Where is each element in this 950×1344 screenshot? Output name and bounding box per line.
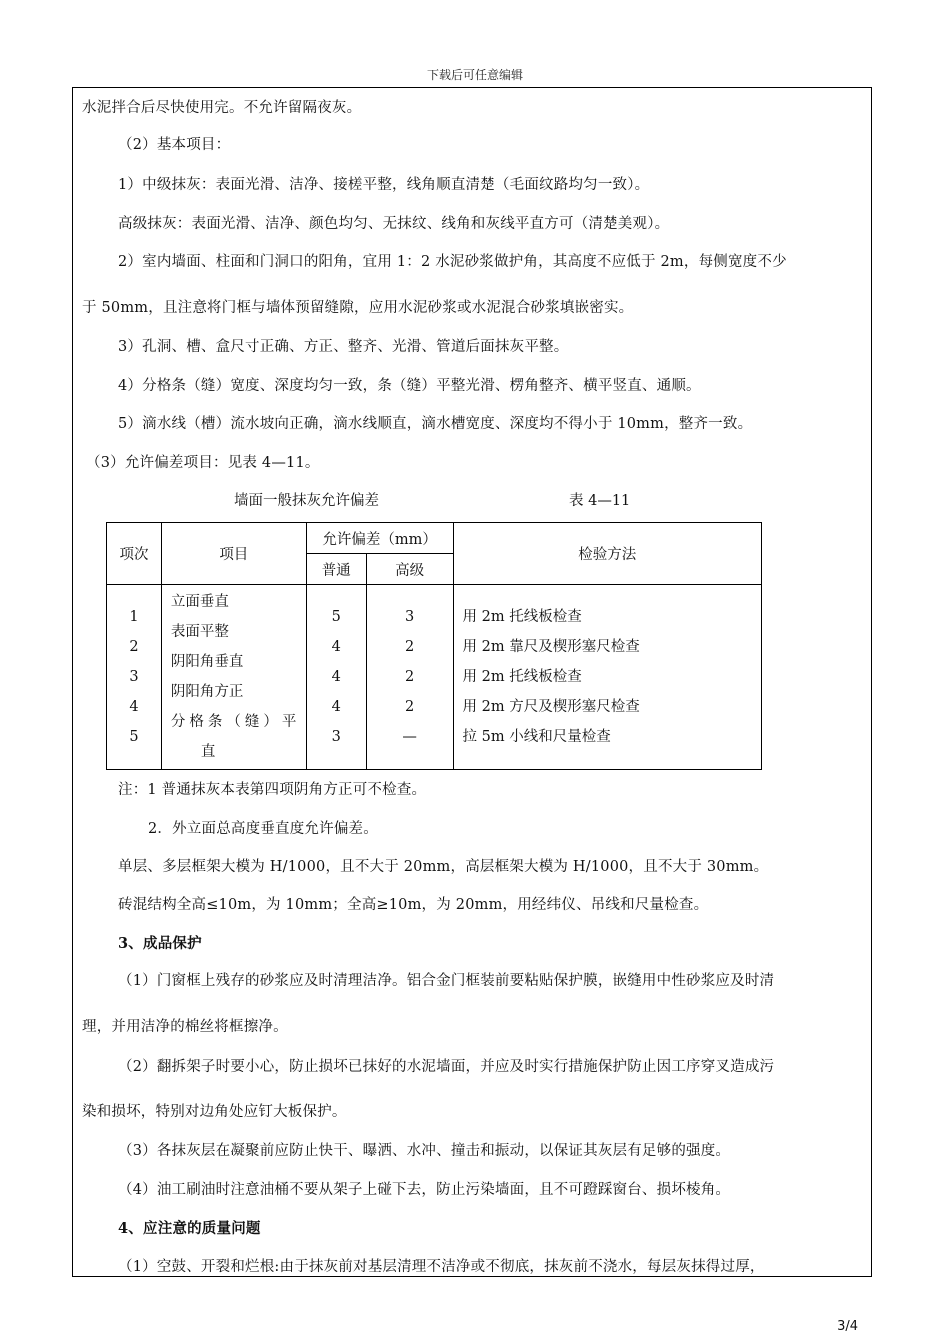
tolerance-table [106, 522, 762, 770]
text-line: 5）滴水线（槽）流水坡向正确，滴水线顺直，滴水槽宽度、深度均不得小于 10mm，整齐一致。 [118, 416, 753, 432]
cell-normal: 4 [331, 669, 341, 685]
cell-item: 表面平整 [170, 624, 229, 640]
header-index: 项次 [107, 523, 162, 585]
cell-item: 立面垂直 [170, 594, 229, 610]
cell-advanced: 3 [404, 609, 415, 625]
text-line: 3）孔洞、槽、盒尺寸正确、方正、整齐、光滑、管道后面抹灰平整。 [118, 339, 569, 355]
cell-normal: 4 [331, 639, 341, 655]
cell-method: 用 2m 托线板检查 [462, 609, 582, 625]
cell-item: 阴阳角方正 [170, 684, 244, 700]
cell-item: 分格条（缝）平 [170, 714, 301, 730]
text-line: （4）油工刷油时注意油桶不要从架子上碰下去，防止污染墙面，且不可蹬踩窗台、损坏棱角。 [118, 1182, 731, 1198]
text-line: 4）分格条（缝）宽度、深度均匀一致，条（缝）平整光滑、楞角整齐、横平竖直、通顺。 [118, 378, 701, 394]
text-line: 水泥拌合后尽快使用完。不允许留隔夜灰。 [82, 100, 362, 116]
header-method: 检验方法 [453, 523, 761, 585]
cell-index: 5 [129, 729, 139, 745]
cell-index: 2 [129, 639, 139, 655]
cell-method: 用 2m 托线板检查 [462, 669, 582, 685]
cell-index: 3 [129, 669, 139, 685]
table-title: 墙面一般抹灰允许偏差 [234, 493, 379, 509]
header-item: 项目 [161, 523, 306, 585]
cell-method: 用 2m 靠尺及楔形塞尺检查 [462, 639, 640, 655]
cell-normal: 3 [331, 729, 341, 745]
cell-index: 4 [129, 699, 139, 715]
cell-item: 阴阳角垂直 [170, 654, 244, 670]
cell-advanced: — [402, 729, 417, 745]
cell-method: 用 2m 方尺及楔形塞尺检查 [462, 699, 640, 715]
page-header: 下载后可任意编辑 [426, 68, 523, 82]
header-advanced: 高级 [366, 554, 453, 585]
text-line: （1）空鼓、开裂和烂根:由于抹灰前对基层清理不洁净或不彻底，抹灰前不浇水，每层灰抹得过厚， [118, 1259, 765, 1275]
item-column [171, 587, 306, 767]
text-line: （1）门窗框上残存的砂浆应及时清理洁净。铝合金门框装前要粘贴保护膜，嵌缝用中性砂浆应及时清 [118, 973, 775, 989]
cell-item: 直 [200, 744, 216, 760]
note-line: 注：1 普通抹灰本表第四项阴角方正可不检查。 [118, 782, 427, 798]
cell-index: 1 [129, 609, 139, 625]
page-number: 3/4 [837, 1319, 858, 1334]
section-heading: 4、应注意的质量问题 [118, 1220, 261, 1237]
header-normal: 普通 [306, 554, 366, 585]
text-line: 于 50mm，且注意将门框与墙体预留缝隙，应用水泥砂浆或水泥混合砂浆填嵌密实。 [82, 300, 634, 316]
text-line: （2）翻拆架子时要小心，防止损坏已抹好的水泥墙面，并应及时实行措施保护防止因工序穿叉造成污 [118, 1059, 775, 1075]
cell-method: 拉 5m 小线和尺量检查 [462, 729, 611, 745]
method-column [463, 602, 761, 752]
text-line: 高级抹灰：表面光滑、洁净、颜色均匀、无抹纹、线角和灰线平直方可（清楚美观）。 [118, 216, 670, 232]
text-line: 1）中级抹灰：表面光滑、洁净、接槎平整，线角顺直清楚（毛面纹路均匀一致）。 [118, 177, 650, 193]
note-line: 2．外立面总高度垂直度允许偏差。 [148, 821, 378, 837]
text-line: （3）允许偏差项目：见表 4—11。 [86, 455, 320, 471]
text-line: 2）室内墙面、柱面和门洞口的阳角，宜用 1：2 水泥砂浆做护角，其高度不应低于 2m，每侧宽度不少 [118, 254, 787, 270]
text-line: （2）基本项目： [118, 137, 231, 153]
note-line: 单层、多层框架大模为 H/1000，且不大于 20mm，高层框架大模为 H/1000，且不大于 30mm。 [118, 859, 769, 875]
note-line: 砖混结构全高≤10m，为 10mm；全高≥10m，为 20mm，用经纬仪、吊线和尺量检查。 [118, 897, 709, 913]
index-column [107, 602, 161, 752]
cell-advanced: 2 [404, 699, 415, 715]
cell-normal: 5 [331, 609, 341, 625]
text-line: （3）各抹灰层在凝聚前应防止快干、曝洒、水冲、撞击和振动，以保证其灰层有足够的强度。 [118, 1143, 731, 1159]
text-line: 理，并用洁净的棉丝将框擦净。 [82, 1019, 288, 1035]
advanced-column [367, 602, 453, 752]
cell-normal: 4 [331, 699, 341, 715]
cell-advanced: 2 [404, 639, 415, 655]
table-number: 表 4—11 [569, 493, 631, 509]
text-line: 染和损坏，特别对边角处应钉大板保护。 [82, 1104, 347, 1120]
section-heading: 3、成品保护 [118, 935, 202, 952]
header-tolerance: 允许偏差（mm） [306, 523, 453, 554]
normal-column [307, 602, 366, 752]
cell-advanced: 2 [404, 669, 415, 685]
